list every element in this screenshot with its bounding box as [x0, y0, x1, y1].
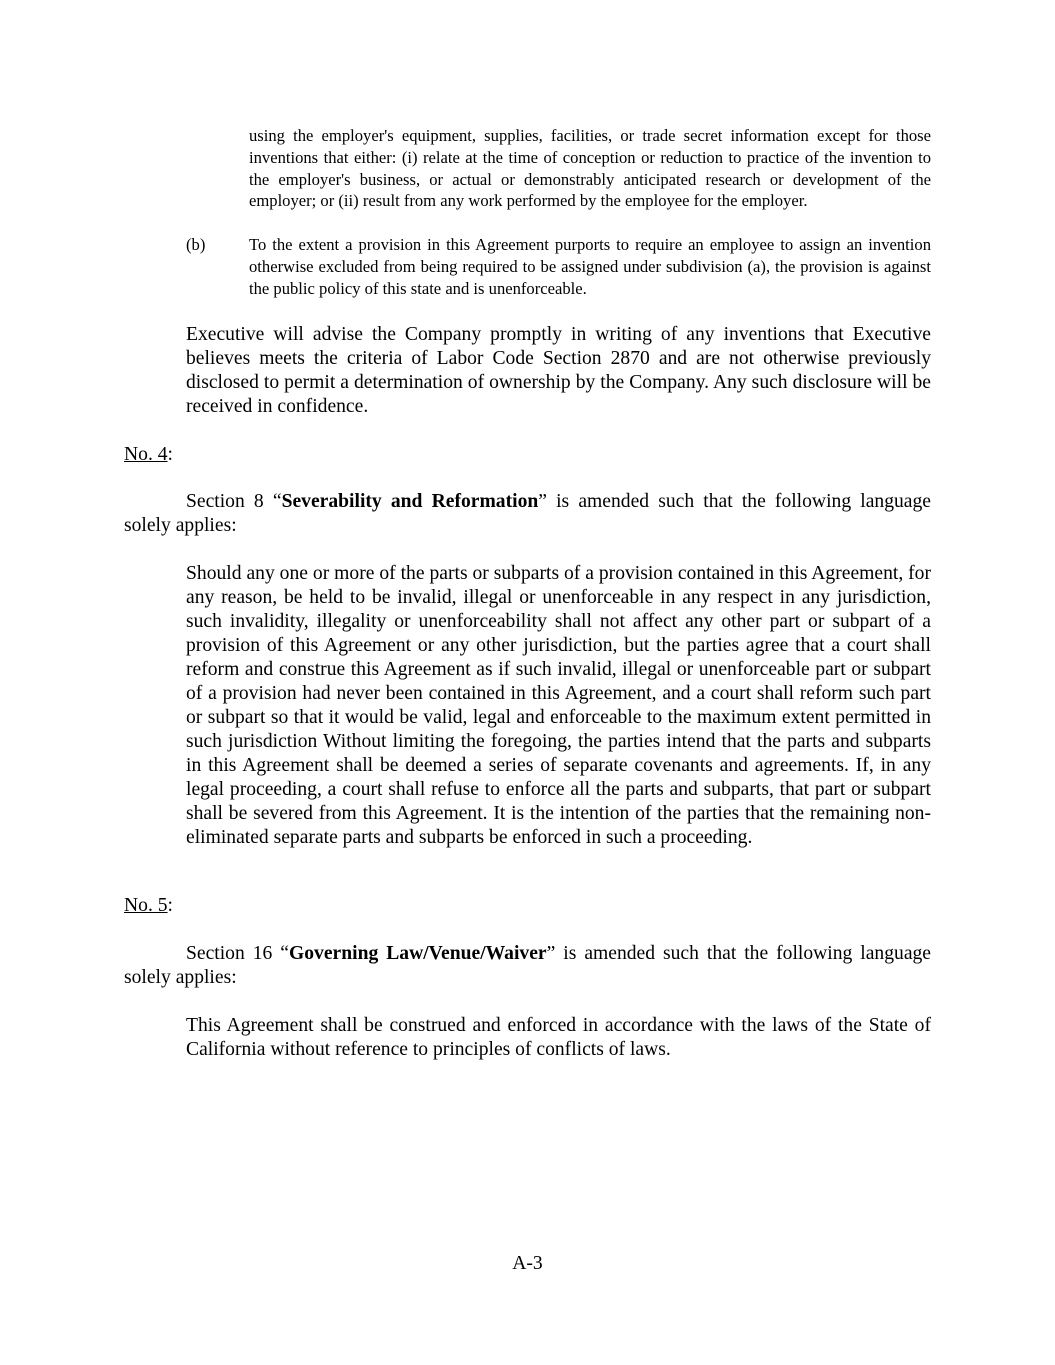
section-title-bold: Governing Law/Venue/Waiver [289, 943, 547, 964]
continuation-paragraph: using the employer's equipment, supplies, facilities, or trade secret information except for those inventions that either: (i) relate at the time of conception or reduction to practice of the invention to the employer's business, or actual or demonstrably anticipated research or development of the employer; or (ii) result from any work performed by the employee for the employer. [249, 126, 931, 211]
advise-paragraph: Executive will advise the Company promptly in writing of any inventions that Executive believes meets the criteria of Labor Code Section 2870 and are not otherwise previously disclosed to permit a determination of ownership by the Company. Any such disclosure will be received in confidence. [186, 324, 931, 417]
intro-text-after: ” is amended such that the following language solely applies: [124, 943, 932, 988]
section-heading-no4 [124, 443, 173, 467]
heading-label: No. 4 [124, 444, 168, 465]
list-item-label: (b) [186, 235, 206, 254]
severability-paragraph: Should any one or more of the parts or subparts of a provision contained in this Agreement, for any reason, be held to be invalid, illegal or unenforceable in any respect in any jurisdiction, such invalidity, illegality or unenforceability shall not affect any other part or subpart of a provision of this Agreement or any other jurisdiction, but the parties agree that a court shall reform and construe this Agreement as if such invalid, illegal or unenforceable part or subpart of a provision had never been contained in this Agreement, and a court shall reform such part or subpart so that it would be valid, legal and enforceable to the maximum extent permitted in such jurisdiction Without limiting the foregoing, the parties intend that the parts and subparts in this Agreement shall be deemed a series of separate covenants and agreements. If, in any legal proceeding, a court shall refuse to enforce all the parts and subparts, that part or subpart shall be severed from this Agreement. It is the intention of the parties that the remaining non-eliminated separate parts and subparts be enforced in such a proceeding. [186, 563, 931, 848]
heading-colon: : [167, 444, 173, 465]
list-item-b [186, 234, 931, 299]
section-16-intro [124, 942, 931, 990]
intro-text-before: Section 16 “ [186, 943, 289, 964]
page-number: A-3 [512, 1253, 543, 1274]
section-8-intro [124, 490, 931, 538]
heading-label: No. 5 [124, 895, 168, 916]
section-heading-no5 [124, 894, 173, 918]
heading-colon: : [167, 895, 173, 916]
section-title-bold: Severability and Reformation [281, 491, 539, 512]
intro-text-after: ” is amended such that the following language solely applies: [124, 491, 931, 536]
governing-law-paragraph: This Agreement shall be construed and enforced in accordance with the laws of the State of California without reference to principles of conflicts of laws. [186, 1015, 931, 1060]
list-item-text: To the extent a provision in this Agreement purports to require an employee to assign an invention otherwise excluded from being required to be assigned under subdivision (a), the provision is against the public policy of this state and is unenforceable. [249, 235, 931, 298]
intro-text-before: Section 8 “ [186, 491, 282, 512]
